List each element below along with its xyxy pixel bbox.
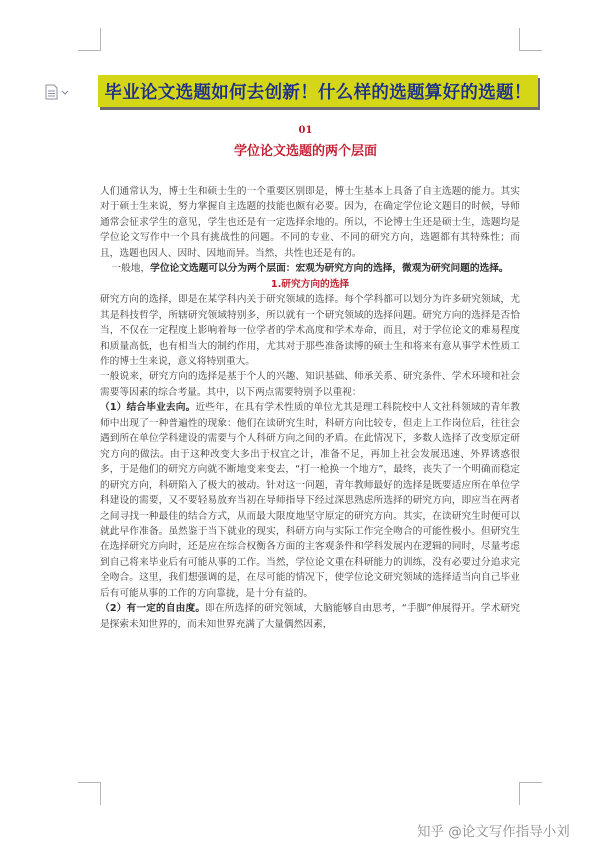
paragraph-direction-choice: 研究方向的选择，即是在某学科内关于研究领域的选择。每个学科都可以划分为许多研究领域，尤其是科技哲学，所辖研究领域特别多，所以就有一个研究领域的选择问题。研究方向的选择是否恰当，不仅在一定程度上影响着每一位学者的学术高度和学术寿命，而且，对于学位论文的难易程度和质量高低，也有相当大的制约作用，尤其对于那些准备读博的硕士生和将来有意从事学术性质工作的博士生来说，意义将特别重大。 <box>100 294 520 367</box>
graduation-lead: （1）结合毕业去向。 <box>100 402 196 414</box>
paragraph-freedom <box>100 601 520 632</box>
two-levels-lead: 一般地， <box>111 263 151 275</box>
paste-options-icon[interactable] <box>44 84 72 100</box>
page-corner-mark-bottom-left <box>78 782 101 805</box>
page-corner-mark-bottom-right <box>519 782 542 805</box>
section-number: 01 <box>298 125 313 136</box>
freedom-text: 即在所选择的研究领域，大脑能够自由思考，“手脚”伸展得开。学术研究是探索未知世界的，而未知世界充满了大量偶然因素， <box>100 603 520 630</box>
page-corner-mark-top-right <box>519 28 542 51</box>
paragraph-factors: 一般说来，研究方向的选择是基于个人的兴趣、知识基础、师承关系、研究条件、学术环境和社会需要等因素的综合考量。其中，以下两点需要特别予以重视： <box>100 371 520 398</box>
paragraph-two-levels <box>100 261 520 276</box>
graduation-text: 近些年，在具有学术性质的单位尤其是理工科院校中人文社科领域的青年教师中出现了一种普遍性的现象：他们在读研究生时，科研方向比较专，但走上工作岗位后，往往会遇到所在单位学科建设的需要与个人科研方向之间的矛盾。在此情况下，多数人选择了改变原定研究方向的做法。由于这种改变大多出于权宜之计，准备不足，再加上社会发展迅速、外界诱惑很多，于是他们的研究方向就不断地变来变去，“打一枪换一个地方”，最终，丧失了一个明确而稳定的研究方向，科研陷入了极大的被动。针对这一问题，青年教师最好的选择是既要适应所在单位学科建设的需要，又不要轻易放弃当初在导师指导下经过深思熟虑所选择的研究方向，即应当在两者之间寻找一种最佳的结合方式，从而最大限度地坚守原定的研究方向。其实，在读研究生时便可以就此早作准备。虽然鉴于当下就业的现实，科研方向与实际工作完全吻合的可能性极小。但研究生在选择研究方向时，还是应在综合权衡各方面的主客观条件和学科发展内在逻辑的同时，尽量考虑到自己将来毕业后有可能从事的工作。当然，学位论文重在科研能力的训练，没有必要过分追求完全吻合。这里，我们想强调的是，在尽可能的情况下，使学位论文研究领域的选择适当向自己毕业后有可能从事的工作的方向靠拢，是十分有益的。 <box>100 402 520 599</box>
subheading-research-direction: 1.研究方向的选择 <box>270 278 350 290</box>
paragraph-graduation-destination <box>100 400 520 601</box>
paragraph-intro: 人们通常认为，博士生和硕士生的一个重要区别即是，博士生基本上具备了自主选题的能力。其实对于硕士生来说，努力掌握自主选题的技能也颇有必要。因为，在确定学位论文题目的时候，导师通常会征求学生的意见，学生也还是有一定选择余地的。所以，不论博士生还是硕士生，选题均是学位论文写作中一个具有挑战性的问题。不同的专业、不同的研究方向，选题都有其特殊性；而且，选题也因人、因时、因地而异。当然，共性也还是有的。 <box>100 186 520 259</box>
document-title: 毕业论文选题如何去创新！什么样的选题算好的选题！ <box>104 82 532 103</box>
two-levels-bold: 学位论文选题可以分为两个层面：宏观为研究方向的选择，微观为研究问题的选择。 <box>150 263 509 275</box>
freedom-lead: （2）有一定的自由度。 <box>100 603 206 615</box>
zhihu-watermark: 知乎 @论文写作指导小刘 <box>417 824 570 840</box>
document-body <box>100 184 520 632</box>
title-banner <box>98 75 538 107</box>
page-corner-mark-top-left <box>78 28 101 51</box>
section-title: 学位论文选题的两个层面 <box>233 144 377 159</box>
